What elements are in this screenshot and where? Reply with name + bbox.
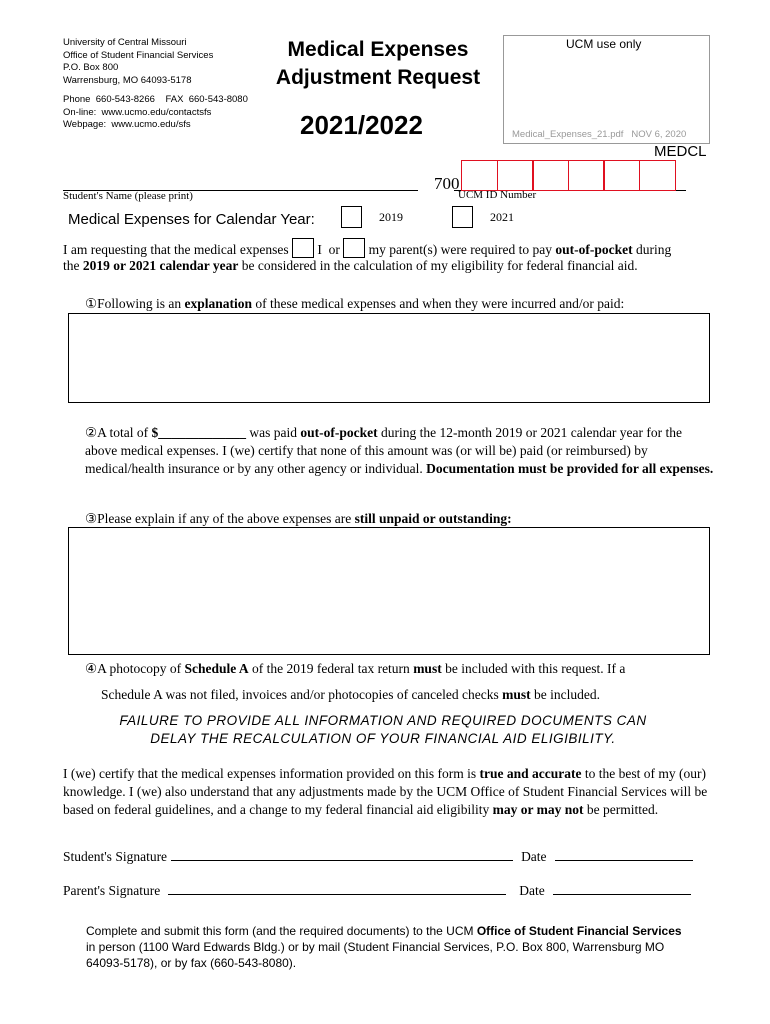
request-text: I or [314, 242, 344, 257]
cert-text: I (we) certify that the medical expenses information provided on this form is [63, 766, 480, 781]
request-text: I am requesting that the medical expenses [63, 242, 293, 257]
ucm-use-only-label: UCM use only [566, 37, 642, 51]
request-text: the [63, 258, 83, 273]
footer-emphasis: Office of Student Financial Services [476, 924, 682, 938]
request-text: my parent(s) were required to pay [365, 242, 556, 257]
question-emphasis: Schedule A [184, 661, 249, 676]
student-name-label: Student's Name (please print) [63, 190, 193, 202]
question-emphasis: out-of-pocket [300, 425, 378, 440]
question-emphasis: Documentation must be provided for all expenses. [426, 461, 714, 476]
student-date-label: Date [521, 849, 547, 864]
explanation-textbox[interactable] [68, 313, 710, 403]
question-emphasis: still unpaid or outstanding: [354, 511, 512, 526]
year-2019-checkbox[interactable] [341, 206, 362, 228]
parent-checkbox[interactable] [343, 238, 365, 258]
student-signature-label: Student's Signature [63, 849, 168, 864]
question-text: of these medical expenses and when they were incurred and/or paid: [252, 296, 625, 311]
ucm-use-only-box [503, 35, 710, 144]
question-text: was paid [245, 425, 301, 440]
title-line-2: Adjustment Request [275, 66, 481, 89]
parent-signature-row [63, 882, 691, 899]
parent-date-label: Date [519, 883, 545, 898]
question-2 [85, 424, 715, 478]
contact-line: On-line: www.ucmo.edu/contactsfs [63, 106, 212, 118]
id-digit-box[interactable] [639, 160, 676, 191]
cert-emphasis: true and accurate [479, 766, 582, 781]
id-prefix: 700 [434, 174, 460, 193]
parent-signature-field[interactable] [168, 882, 506, 895]
award-year: 2021/2022 [300, 110, 423, 140]
question-4-continued [101, 687, 600, 703]
question-number: ③ [85, 511, 98, 526]
id-digit-box[interactable] [603, 160, 640, 191]
parent-date-field[interactable] [553, 882, 691, 895]
address-line: University of Central Missouri [63, 37, 187, 48]
address-line: Office of Student Financial Services [63, 49, 214, 61]
calendar-year-label: Medical Expenses for Calendar Year: [68, 211, 315, 228]
year-2019-label: 2019 [379, 210, 403, 224]
question-text: Please explain if any of the above expenses are [97, 511, 355, 526]
request-statement [63, 238, 671, 274]
title-line-1: Medical Expenses [287, 38, 469, 61]
question-1 [85, 296, 624, 312]
footer-text: in person (1100 Ward Edwards Bldg.) or by mail (Student Financial Services, P.O. Box 800, Warrensburg MO 64093-5178), or by fax (660-543-8080). [86, 940, 665, 970]
student-date-field[interactable] [555, 848, 693, 861]
question-text: of the 2019 federal tax return [248, 661, 414, 676]
question-text: A total of [97, 425, 152, 440]
file-stamp: Medical_Expenses_21.pdf NOV 6, 2020 [512, 129, 687, 140]
amount-field[interactable]: $_____________ [151, 425, 246, 440]
id-digit-box[interactable] [461, 160, 498, 191]
ucm-id-field [461, 160, 674, 191]
question-text: A photocopy of [97, 661, 185, 676]
parent-signature-label: Parent's Signature [63, 883, 161, 898]
cert-text: to the best of my (our) knowledge. I (we) also understand that any adjustments made by the UCM Office of Student Financial Services will be based on federal guidelines, and a change to my federal financial aid eligibility [63, 766, 708, 817]
question-number: ② [85, 425, 98, 440]
warning-line: DELAY THE RECALCULATION OF YOUR FINANCIAL AID ELIGIBILITY. [150, 731, 616, 746]
unpaid-explanation-textbox[interactable] [68, 527, 710, 655]
certification-statement [63, 765, 713, 819]
address-line: P.O. Box 800 [63, 62, 119, 73]
form-code: MEDCL [654, 143, 707, 160]
request-emphasis: 2019 or 2021 calendar year [82, 258, 239, 273]
cert-text: be permitted. [583, 802, 659, 817]
id-digit-box[interactable] [497, 160, 534, 191]
self-checkbox[interactable] [292, 238, 314, 258]
question-text: be included. [530, 687, 601, 702]
year-2021-checkbox[interactable] [452, 206, 473, 228]
question-text: Schedule A was not filed, invoices and/or photocopies of canceled checks [101, 687, 503, 702]
question-text: be included with this request. If a [441, 661, 626, 676]
question-text: Following is an [97, 296, 185, 311]
question-text: during the 12-month 2019 or 2021 calendar year for the above medical expenses. I (we) certify that none of this amount was (or will be) paid (or reimbursed) by medical/health insurance or by any other agency or individual. [85, 425, 683, 476]
question-emphasis: must [502, 687, 531, 702]
warning-notice [63, 712, 703, 748]
request-text: be considered in the calculation of my eligibility for federal financial aid. [238, 258, 638, 273]
address-line: Warrensburg, MO 64093-5178 [63, 74, 192, 86]
warning-line: FAILURE TO PROVIDE ALL INFORMATION AND REQUIRED DOCUMENTS CAN [119, 713, 647, 728]
question-4 [85, 661, 625, 677]
contact-line: Phone 660-543-8266 FAX 660-543-8080 [63, 94, 248, 105]
id-digit-box[interactable] [532, 160, 569, 191]
id-digit-box[interactable] [568, 160, 605, 191]
ucm-id-label: UCM ID Number [458, 189, 537, 201]
cert-emphasis: may or may not [492, 802, 584, 817]
request-emphasis: out-of-pocket [555, 242, 633, 257]
question-emphasis: must [413, 661, 442, 676]
office-address [63, 37, 248, 132]
form-title [262, 36, 494, 92]
question-number: ④ [85, 661, 98, 676]
contact-line: Webpage: www.ucmo.edu/sfs [63, 119, 191, 130]
student-signature-row [63, 848, 693, 865]
student-signature-field[interactable] [171, 848, 513, 861]
submission-instructions [86, 923, 686, 971]
question-emphasis: explanation [184, 296, 253, 311]
question-3 [85, 511, 512, 527]
question-number: ① [85, 296, 98, 311]
request-text: during [632, 242, 672, 257]
year-2021-label: 2021 [490, 210, 514, 224]
footer-text: Complete and submit this form (and the required documents) to the UCM [86, 924, 477, 938]
